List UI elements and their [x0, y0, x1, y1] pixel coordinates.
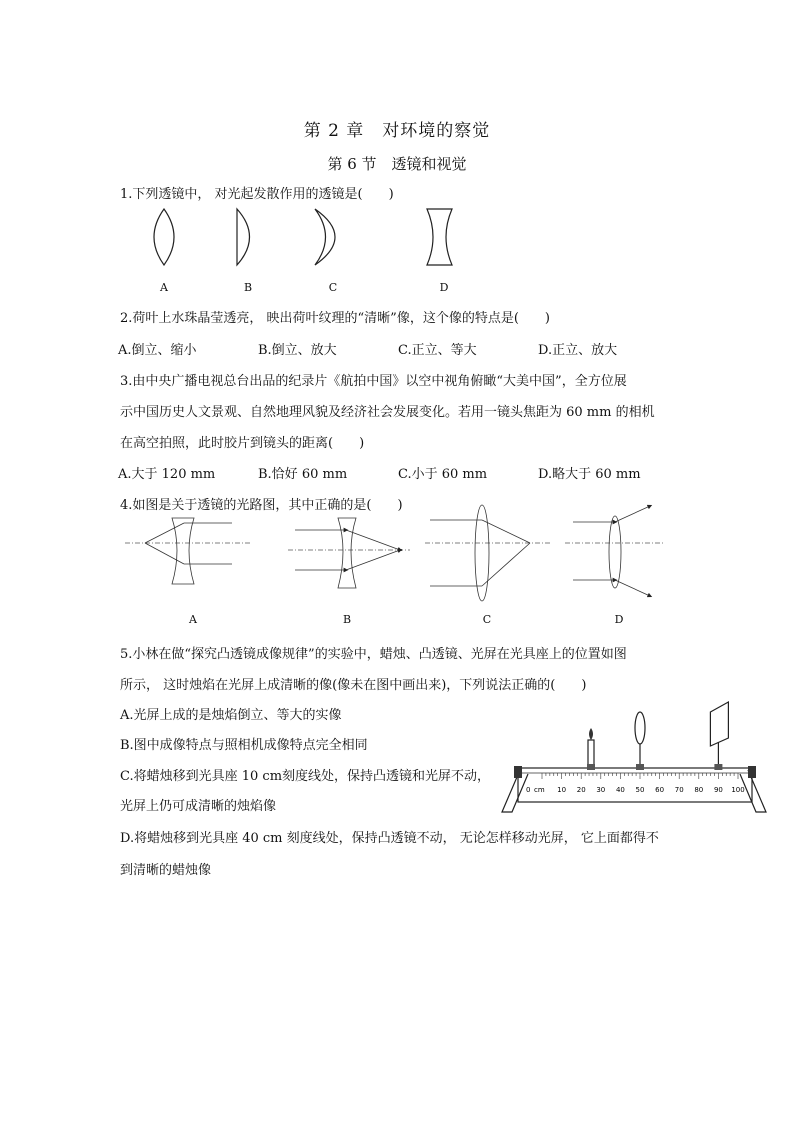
q5-option-c-line-2: 光屏上仍可成清晰的烛焰像 — [120, 799, 277, 814]
q2-option-d: D.正立、放大 — [538, 343, 618, 358]
q5-option-d-line-2: 到清晰的蜡烛像 — [120, 863, 212, 878]
section-title: 第 6 节 透镜和视觉 — [327, 155, 467, 173]
bench-left-stop — [514, 766, 522, 778]
light-screen — [710, 702, 728, 770]
bench-tick-label: 30 — [596, 786, 606, 794]
q4-label-b: B — [342, 613, 352, 626]
q4-ray-diagrams — [120, 510, 680, 605]
q2-option-a: A.倒立、缩小 — [118, 343, 197, 358]
optical-bench-figure — [500, 710, 770, 820]
q2-option-b: B.倒立、放大 — [258, 343, 337, 358]
q4-label-c: C — [482, 613, 492, 626]
candle — [587, 728, 595, 770]
q1-label-b: B — [243, 281, 253, 294]
bench-tick-label: 10 — [557, 786, 567, 794]
bench-tick-label: 90 — [713, 786, 723, 794]
q4-diagram-c — [425, 505, 550, 601]
lens-d-biconcave — [427, 209, 452, 265]
bench-unit-label: cm — [534, 786, 545, 794]
bench-tick-label: 100 — [731, 786, 745, 794]
q5-option-c-line-1: C.将蜡烛移到光具座 10 cm刻度线处，保持凸透镜和光屏不动， — [120, 769, 491, 784]
q4-diagram-b — [288, 518, 410, 588]
q5-option-a: A.光屏上成的是烛焰倒立、等大的实像 — [120, 708, 342, 723]
convex-lens — [635, 712, 645, 770]
bench-tick-label: 20 — [576, 786, 586, 794]
bench-right-stop — [748, 766, 756, 778]
q3-line-1: 3.由中央广播电视总台出品的纪录片《航拍中国》以空中视角俯瞰“大美中国”，全方位展 — [120, 374, 627, 389]
q1-label-c: C — [328, 281, 338, 294]
lens-b-planoconvex — [237, 209, 250, 265]
bench-tick-label: 60 — [655, 786, 665, 794]
bench-tick-label: 70 — [674, 786, 684, 794]
lens-a-biconvex — [154, 209, 174, 265]
q3-line-2: 示中国历史人文景观、自然地理风貌及经济社会发展变化。若用一镜头焦距为 60 mm 的相机 — [120, 405, 655, 420]
bench-scale — [526, 773, 745, 794]
q4-label-a: A — [189, 613, 197, 626]
q3-option-d: D.略大于 60 mm — [538, 467, 641, 482]
bench-tick-label: 40 — [615, 786, 625, 794]
q1-stem: 1.下列透镜中， 对光起发散作用的透镜是( ) — [120, 187, 394, 202]
q5-line-1: 5.小林在做“探究凸透镜成像规律”的实验中，蜡烛、凸透镜、光屏在光具座上的位置如图 — [120, 647, 627, 662]
q4-label-d: D — [614, 613, 624, 626]
q5-option-b: B.图中成像特点与照相机成像特点完全相同 — [120, 738, 368, 753]
bench-tick-label: 50 — [635, 786, 645, 794]
q5-line-2: 所示， 这时烛焰在光屏上成清晰的像(像未在图中画出来)，下列说法正确的( ) — [120, 678, 587, 693]
q3-option-a: A.大于 120 mm — [118, 467, 216, 482]
q2-stem: 2.荷叶上水珠晶莹透亮， 映出荷叶纹理的“清晰”像，这个像的特点是( ) — [120, 311, 550, 326]
bench-tick-label: 80 — [694, 786, 704, 794]
q1-label-d: D — [439, 281, 449, 294]
bench-tick-label: 0 — [526, 786, 531, 794]
chapter-title: 第 2 章 对环境的察觉 — [303, 121, 491, 141]
q2-option-c: C.正立、等大 — [398, 343, 477, 358]
q4-diagram-d — [565, 506, 665, 596]
q3-line-3: 在高空拍照，此时胶片到镜头的距离( ) — [120, 436, 365, 451]
q1-lens-figure — [140, 205, 470, 270]
q4-diagram-a — [125, 518, 250, 584]
q1-label-a: A — [160, 281, 168, 294]
q3-option-c: C.小于 60 mm — [398, 467, 488, 482]
q3-option-b: B.恰好 60 mm — [258, 467, 348, 482]
q5-option-d-line-1: D.将蜡烛移到光具座 40 cm 刻度线处，保持凸透镜不动， 无论怎样移动光屏， 它上面都得不 — [120, 831, 659, 846]
lens-c-meniscus — [315, 209, 335, 265]
q4-stem: 4.如图是关于透镜的光路图，其中正确的是( ) — [120, 498, 403, 513]
